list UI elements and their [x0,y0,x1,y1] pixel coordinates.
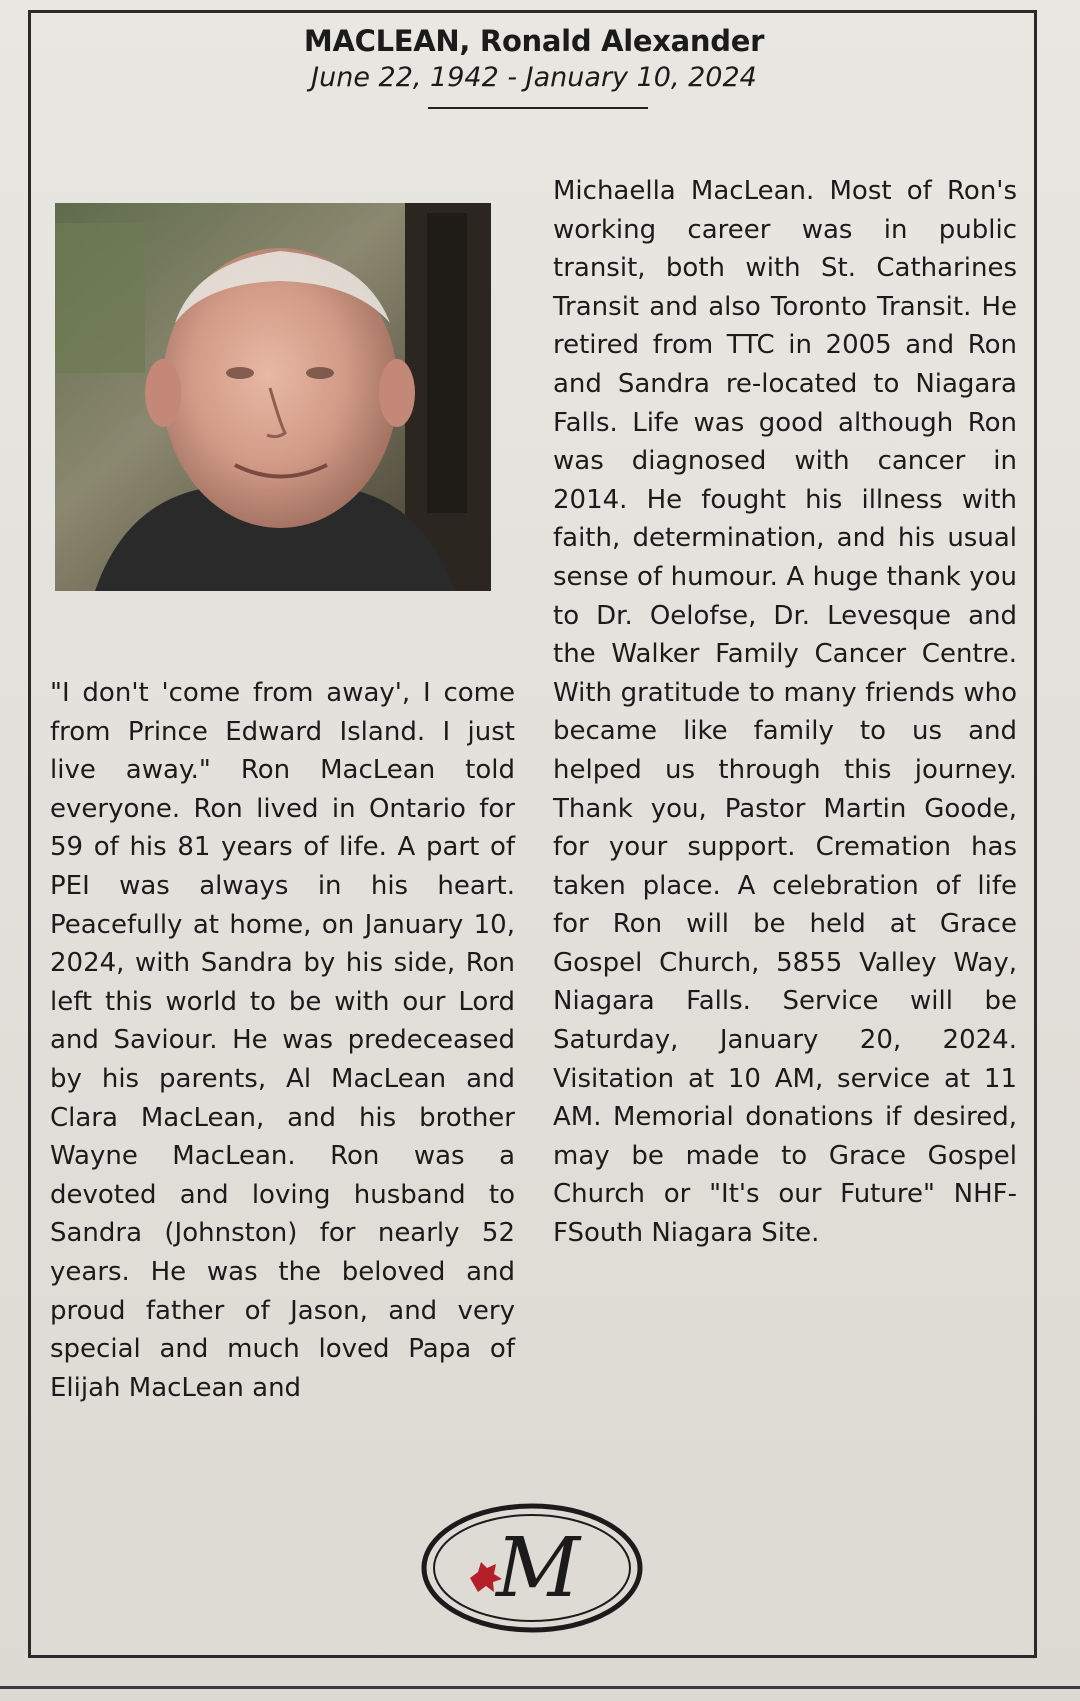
logo-letter: M [496,1521,580,1616]
funeral-home-m-logo-icon [418,1500,646,1636]
obituary-header [31,22,1037,96]
obituary-text-left: "I don't 'come from away', I come from Prince Edward Island. I just live away." Ron MacLean told everyone. Ron lived in Ontario for 59 of his 81 years of life. A part of PEI was always in his heart. Peacefully at home, on January 10, 2024, with Sandra by his side, Ron left this world to be with our Lord and Saviour. He was predeceased by his parents, Al MacLean and Clara MacLean, and his brother Wayne MacLean. Ron was a devoted and loving husband to Sandra (Johnston) for nearly 52 years. He was the beloved and proud father of Jason, and very special and much loved Papa of Elijah MacLean and [50,678,515,1403]
portrait-photo [55,203,491,591]
obituary-name: MACLEAN, Ronald Alexander [303,24,765,58]
portrait-icon [55,203,491,591]
page-bottom-rule [0,1686,1080,1689]
obituary-dates: June 22, 1942 - January 10, 2024 [311,62,757,93]
obituary-text-right: Michaella MacLean. Most of Ron's working career was in public transit, both with St. Catharines Transit and also Toronto Transit. He retired from TTC in 2005 and Ron and Sandra re-located to Niagara Falls. Life was good although Ron was diagnosed with cancer in 2014. He fought his illness with faith, determination, and his usual sense of humour. A huge thank you to Dr. Oelofse, Dr. Levesque and the Walker Family Cancer Centre. With gratitude to many friends who became like family to us and helped us through this journey. Thank you, Pastor Martin Goode, for your support. Cremation has taken place. A celebration of life for Ron will be held at Grace Gospel Church, 5855 Valley Way, Niagara Falls. Service will be Saturday, January 20, 2024. Visitation at 10 AM, service at 11 AM. Memorial donations if desired, may be made to Grace Gospel Church or "It's our Future" NHF-FSouth Niagara Site. [553,176,1017,1249]
header-divider [428,107,648,109]
obituary-text-left-column [50,674,515,1407]
obituary-text-right-column [553,172,1017,1253]
